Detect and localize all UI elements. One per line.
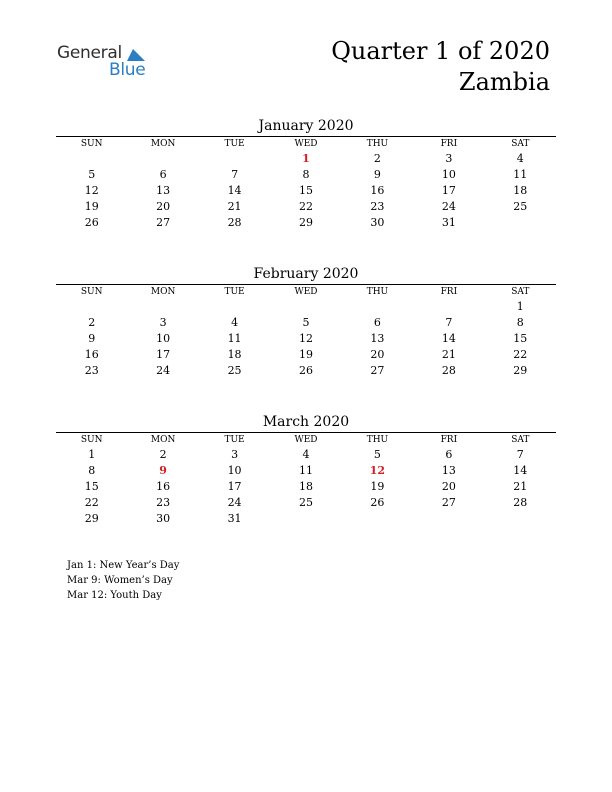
day-cell: 1 — [516, 300, 524, 313]
empty-day-cell — [56, 151, 127, 167]
empty-day-cell — [342, 299, 413, 315]
week-row — [56, 299, 556, 315]
week-row — [56, 347, 556, 363]
day-cell: 21 — [513, 480, 528, 493]
day-cell: 11 — [227, 332, 242, 345]
day-cell: 3 — [159, 316, 167, 329]
day-cell: 19 — [298, 348, 313, 361]
week-row — [56, 199, 556, 215]
day-cell: 24 — [441, 200, 456, 213]
day-cell: 6 — [159, 168, 167, 181]
empty-day-cell — [270, 511, 341, 527]
day-cell: 9 — [373, 168, 381, 181]
weekday-label: THU — [366, 287, 389, 297]
holiday-notes — [67, 558, 179, 603]
day-cell: 16 — [370, 184, 385, 197]
day-cell: 20 — [441, 480, 456, 493]
day-cell: 26 — [298, 364, 313, 377]
weekday-label: WED — [294, 139, 318, 149]
day-cell: 10 — [156, 332, 171, 345]
week-row — [56, 183, 556, 199]
day-cell: 12 — [369, 464, 386, 477]
day-cell: 14 — [513, 464, 528, 477]
day-cell: 19 — [84, 200, 99, 213]
logo-text-blue: Blue — [109, 60, 146, 80]
day-cell: 1 — [88, 448, 96, 461]
month-title: March 2020 — [262, 414, 350, 430]
week-row — [56, 151, 556, 167]
day-cell: 26 — [84, 216, 99, 229]
weekday-label: SUN — [80, 139, 103, 149]
month-calendar — [56, 264, 556, 379]
weekday-label: MON — [150, 287, 176, 297]
empty-day-cell — [485, 215, 556, 231]
weekday-header-row — [56, 285, 556, 299]
day-cell: 26 — [370, 496, 385, 509]
day-cell: 31 — [227, 512, 242, 525]
day-cell: 2 — [159, 448, 167, 461]
holiday-note: Mar 12: Youth Day — [67, 590, 162, 601]
day-cell: 4 — [231, 316, 239, 329]
day-cell: 11 — [513, 168, 528, 181]
day-cell: 15 — [513, 332, 528, 345]
empty-day-cell — [342, 511, 413, 527]
empty-day-cell — [485, 511, 556, 527]
header-title-block — [331, 36, 550, 98]
week-row — [56, 167, 556, 183]
weekday-label: THU — [366, 139, 389, 149]
day-cell: 27 — [370, 364, 385, 377]
generalblue-logo — [57, 43, 167, 83]
weekday-header-row — [56, 137, 556, 151]
day-cell: 28 — [227, 216, 242, 229]
day-cell: 9 — [88, 332, 96, 345]
day-cell: 7 — [445, 316, 453, 329]
empty-day-cell — [413, 299, 484, 315]
day-cell: 13 — [370, 332, 385, 345]
day-cell: 14 — [441, 332, 456, 345]
empty-day-cell — [199, 299, 270, 315]
week-row — [56, 315, 556, 331]
weekday-label: SAT — [511, 139, 530, 149]
empty-day-cell — [413, 511, 484, 527]
day-cell: 19 — [370, 480, 385, 493]
day-cell: 16 — [84, 348, 99, 361]
day-cell: 20 — [370, 348, 385, 361]
day-cell: 15 — [84, 480, 99, 493]
empty-day-cell — [127, 299, 198, 315]
weekday-label: FRI — [440, 139, 458, 149]
day-cell: 6 — [373, 316, 381, 329]
weekday-label: THU — [366, 435, 389, 445]
day-cell: 31 — [441, 216, 456, 229]
day-cell: 29 — [298, 216, 313, 229]
day-cell: 22 — [298, 200, 313, 213]
day-cell: 5 — [88, 168, 96, 181]
country-name: Zambia — [458, 68, 550, 96]
day-cell: 11 — [298, 464, 313, 477]
month-title: January 2020 — [258, 118, 354, 134]
day-cell: 5 — [302, 316, 310, 329]
week-row — [56, 463, 556, 479]
weekday-label: TUE — [224, 287, 245, 297]
empty-day-cell — [270, 299, 341, 315]
day-cell: 27 — [441, 496, 456, 509]
quarter-title: Quarter 1 of 2020 — [331, 37, 550, 65]
day-cell: 5 — [373, 448, 381, 461]
logo-text-general: General — [57, 43, 122, 63]
holiday-note: Jan 1: New Year’s Day — [67, 560, 180, 571]
day-cell: 8 — [88, 464, 96, 477]
day-cell: 9 — [159, 464, 167, 477]
day-cell: 30 — [370, 216, 385, 229]
week-row — [56, 447, 556, 463]
holiday-note: Mar 9: Women’s Day — [67, 575, 173, 586]
day-cell: 18 — [513, 184, 528, 197]
weekday-label: TUE — [224, 139, 245, 149]
weekday-label: SUN — [80, 287, 103, 297]
weekday-label: WED — [294, 435, 318, 445]
day-cell: 13 — [156, 184, 171, 197]
day-cell: 10 — [227, 464, 242, 477]
day-cell: 1 — [302, 152, 310, 165]
month-calendar — [56, 116, 556, 231]
day-cell: 12 — [298, 332, 313, 345]
day-cell: 8 — [516, 316, 524, 329]
month-calendar — [56, 412, 556, 527]
empty-day-cell — [127, 151, 198, 167]
empty-day-cell — [199, 151, 270, 167]
week-row — [56, 215, 556, 231]
day-cell: 2 — [88, 316, 96, 329]
day-cell: 15 — [298, 184, 313, 197]
weekday-label: MON — [150, 435, 176, 445]
day-cell: 10 — [441, 168, 456, 181]
weekday-label: TUE — [224, 435, 245, 445]
day-cell: 7 — [516, 448, 524, 461]
day-cell: 25 — [298, 496, 313, 509]
day-cell: 29 — [84, 512, 99, 525]
day-cell: 22 — [513, 348, 528, 361]
day-cell: 22 — [84, 496, 99, 509]
day-cell: 12 — [84, 184, 99, 197]
day-cell: 13 — [441, 464, 456, 477]
week-row — [56, 479, 556, 495]
week-row — [56, 511, 556, 527]
day-cell: 18 — [298, 480, 313, 493]
day-cell: 25 — [513, 200, 528, 213]
day-cell: 14 — [227, 184, 242, 197]
day-cell: 2 — [373, 152, 381, 165]
day-cell: 8 — [302, 168, 310, 181]
weekday-label: MON — [150, 139, 176, 149]
week-row — [56, 363, 556, 379]
day-cell: 24 — [156, 364, 171, 377]
day-cell: 3 — [231, 448, 239, 461]
weekday-label: FRI — [440, 435, 458, 445]
day-cell: 16 — [156, 480, 171, 493]
weekday-label: FRI — [440, 287, 458, 297]
day-cell: 4 — [302, 448, 310, 461]
day-cell: 23 — [370, 200, 385, 213]
day-cell: 28 — [441, 364, 456, 377]
day-cell: 18 — [227, 348, 242, 361]
day-cell: 21 — [227, 200, 242, 213]
day-cell: 27 — [156, 216, 171, 229]
day-cell: 23 — [156, 496, 171, 509]
day-cell: 4 — [516, 152, 524, 165]
day-cell: 24 — [227, 496, 242, 509]
week-row — [56, 331, 556, 347]
day-cell: 6 — [445, 448, 453, 461]
week-row — [56, 495, 556, 511]
day-cell: 17 — [227, 480, 242, 493]
day-cell: 21 — [441, 348, 456, 361]
day-cell: 20 — [156, 200, 171, 213]
day-cell: 28 — [513, 496, 528, 509]
day-cell: 23 — [84, 364, 99, 377]
day-cell: 17 — [156, 348, 171, 361]
day-cell: 30 — [156, 512, 171, 525]
weekday-label: WED — [294, 287, 318, 297]
day-cell: 29 — [513, 364, 528, 377]
weekday-label: SUN — [80, 435, 103, 445]
weekday-label: SAT — [511, 287, 530, 297]
empty-day-cell — [56, 299, 127, 315]
day-cell: 3 — [445, 152, 453, 165]
day-cell: 7 — [231, 168, 239, 181]
month-title: February 2020 — [253, 266, 359, 282]
day-cell: 17 — [441, 184, 456, 197]
weekday-header-row — [56, 433, 556, 447]
day-cell: 25 — [227, 364, 242, 377]
weekday-label: SAT — [511, 435, 530, 445]
